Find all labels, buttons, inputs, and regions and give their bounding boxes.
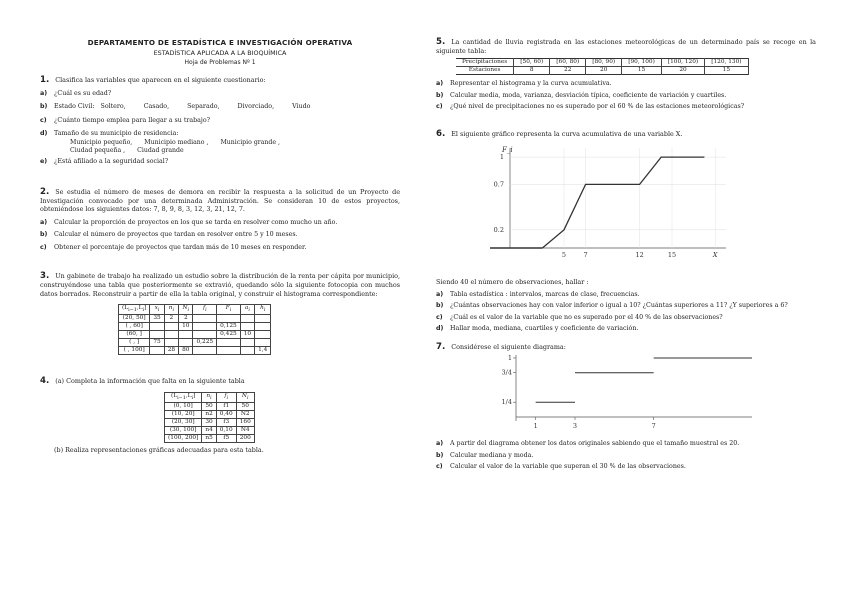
header: [40, 38, 400, 68]
q7-text: Considérese el siguiente diagrama:: [451, 342, 566, 351]
q2-text: Se estudia el número de meses de demora en recibir la respuesta a la solicitud de un Proyecto de Investigación convocado por una determinada Administración. Se consideran 10 de estos proyectos, obteniéndose los siguientes datos: 7, 8, 9, 8, 3, 12, 3, 21, 12, 7.: [40, 188, 400, 214]
q7-number: 7.: [436, 341, 446, 352]
q1-b-label: b): [40, 103, 48, 111]
q1-b-prefix: Estado Civil:: [54, 103, 95, 111]
step-diagram-chart: [436, 351, 756, 437]
table-cell: [164, 323, 178, 331]
table-cell: [255, 315, 271, 323]
table-cell: [120, 130): [705, 59, 748, 67]
table-cell: [193, 331, 217, 339]
table-header: $F_i$: [217, 305, 241, 315]
q1-d-opt: Ciudad pequeña ,: [70, 146, 126, 154]
y-tick-label: 0.2: [493, 226, 504, 235]
y-tick-label: 3/4: [501, 369, 512, 378]
table-cell: (30, 100]: [165, 427, 202, 435]
q3-text: Un gabinete de trabajo ha realizado un estudio sobre la distribución de la renta per cápita por municipio, construyéndose una tabla que posteriormente se extravió, quedando sólo la siguiente fotocopia con muchos datos borrados. Reconstruir a partir de ella la tabla original, y construir el histograma correspondiente:: [40, 272, 400, 298]
table-cell: (10, 20]: [165, 411, 202, 419]
x-tick-label: 7: [583, 251, 588, 260]
table-cell: (0, 10]: [165, 403, 202, 411]
q1-d-text: Tamaño de su municipio de residencia:: [54, 130, 179, 138]
table-cell: [80, 90): [586, 59, 622, 67]
left-column: [40, 38, 400, 455]
q1-b-opt: Soltero,: [100, 103, 126, 111]
q3-table: [118, 304, 271, 355]
table-cell: 0,225: [193, 339, 217, 347]
y-tick-label: 1: [507, 354, 512, 363]
dept-title: DEPARTAMENTO DE ESTADÍSTICA E INVESTIGACIÓN OPERATIVA: [87, 38, 353, 47]
q1-c-text: ¿Cuánto tiempo emplea para llegar a su trabajo?: [54, 116, 211, 124]
table-cell: 50: [202, 403, 216, 411]
x-tick-label: 7: [651, 422, 656, 431]
table-cell: [150, 347, 164, 355]
q4-table: [164, 392, 255, 443]
table-cell: [164, 331, 178, 339]
table-cell: (20, 50]: [119, 315, 150, 323]
question-5: [436, 38, 816, 112]
q5-a-text: Representar el histograma y la curva acumulativa.: [450, 80, 612, 88]
table-cell: 160: [236, 419, 254, 427]
x-tick-label: 1: [533, 422, 538, 431]
q5-b-label: b): [436, 91, 444, 99]
q7-c-text: Calcular el valor de la variable que superan el 30 % de las observaciones.: [450, 463, 686, 471]
subject-title: ESTADÍSTICA APLICADA A LA BIOQUÍMICA: [153, 49, 287, 57]
table-cell: 0,125: [217, 323, 241, 331]
q1-e-label: e): [40, 157, 48, 165]
table-cell: [50, 60): [514, 59, 550, 67]
table-header: $h_i$: [255, 305, 271, 315]
q1-b-opt: Separado,: [187, 103, 220, 111]
q7-c-label: c): [436, 463, 443, 471]
q1-d-opt: Municipio grande ,: [220, 138, 280, 146]
q1-e-text: ¿Está afiliado a la seguridad social?: [54, 157, 169, 165]
cumulative-curve: [542, 157, 704, 248]
table-row: [119, 315, 271, 323]
q6-b-text: ¿Cuántas observaciones hay con valor inferior o igual a 10? ¿Cuántas superiores a 11? ¿Y superiores a 6?: [450, 302, 788, 310]
q2-c-label: c): [40, 243, 47, 251]
table-header: $N_i$: [236, 392, 254, 402]
table-cell: 35: [150, 315, 164, 323]
x-tick-label: 15: [667, 251, 677, 260]
y-axis-label: F_i: [502, 146, 513, 155]
q5-c-text: ¿Qué nivel de precipitaciones no es superado por el 60 % de las estaciones meteorológicas?: [450, 103, 745, 111]
x-tick-label: X: [712, 251, 718, 260]
table-cell: [193, 323, 217, 331]
table-cell: 75: [150, 339, 164, 347]
table-cell: ( , ]: [119, 339, 150, 347]
q1-b-opt: Casado,: [143, 103, 170, 111]
table-cell: ( , 60]: [119, 323, 150, 331]
table-cell: 20: [661, 67, 704, 75]
table-cell: 0,425: [217, 331, 241, 339]
q1-text: Clasifica las variables que aparecen en el siguiente cuestionario:: [55, 76, 266, 84]
table-cell: (20, 30]: [165, 419, 202, 427]
table-cell: 20: [586, 67, 622, 75]
q6-d-label: d): [436, 325, 444, 333]
table-row: [165, 403, 255, 411]
table-cell: [217, 339, 241, 347]
table-header: $N_i$: [179, 305, 193, 315]
table-cell: 15: [705, 67, 748, 75]
table-row: [119, 331, 271, 339]
q1-b-opt: Divorciado,: [237, 103, 275, 111]
table-cell: f1: [216, 403, 236, 411]
table-header-row: [165, 392, 255, 402]
table-header: $(L_{i-1},L_i]$: [165, 392, 202, 402]
q2-c-text: Obtener el porcentaje de proyectos que tardan más de 10 meses en responder.: [54, 243, 307, 251]
q5-b-text: Calcular media, moda, varianza, desviación típica, coeficiente de variación y cuartiles.: [450, 91, 727, 99]
q6-after-text: Siendo 40 el número de observaciones, hallar :: [436, 278, 589, 287]
table-row: [165, 427, 255, 435]
table-cell: [240, 323, 254, 331]
q6-number: 6.: [436, 128, 446, 139]
q2-a-text: Calcular la proporción de proyectos en los que se tarda en resolver como mucho un año.: [54, 218, 338, 226]
table-header-row: [119, 305, 271, 315]
table-cell: [60, 80): [550, 59, 586, 67]
table-cell: N4: [236, 427, 254, 435]
table-cell: [150, 323, 164, 331]
table-cell: [164, 339, 178, 347]
right-column: [436, 38, 816, 472]
q6-c-text: ¿Cuál es el valor de la variable que no es superado por el 40 % de las observaciones?: [450, 313, 723, 321]
table-cell: 2: [164, 315, 178, 323]
table-row: [165, 435, 255, 443]
table-row-label: Estaciones: [456, 67, 514, 75]
table-cell: n4: [202, 427, 216, 435]
q5-text: La cantidad de lluvia registrada en las estaciones meteorológicas de un determinado país se recoge en la siguiente tabla:: [436, 38, 816, 55]
table-cell: [193, 315, 217, 323]
table-row: [165, 419, 255, 427]
q1-d-opt: Ciudad grande: [137, 146, 184, 154]
question-7: [436, 343, 816, 472]
q6-c-label: c): [436, 313, 443, 321]
q6-b-label: b): [436, 302, 444, 310]
table-row: [119, 339, 271, 347]
table-cell: [193, 347, 217, 355]
table-cell: [150, 331, 164, 339]
q7-b-text: Calcular mediana y moda.: [450, 451, 534, 459]
table-cell: 80: [179, 347, 193, 355]
table-cell: [100, 120): [661, 59, 704, 67]
table-cell: f3: [216, 419, 236, 427]
q5-number: 5.: [436, 37, 446, 47]
table-row-label: Precipitaciones: [456, 59, 514, 67]
q1-number: 1.: [40, 75, 50, 85]
q1-d-options: [40, 139, 400, 155]
table-row: [119, 323, 271, 331]
table-cell: [217, 347, 241, 355]
table-cell: 10: [240, 331, 254, 339]
q2-a-label: a): [40, 218, 48, 226]
table-cell: (100, 200]: [165, 435, 202, 443]
table-cell: ( , 100]: [119, 347, 150, 355]
table-row: [456, 59, 748, 67]
table-header: $a_i$: [240, 305, 254, 315]
q4-text: (a) Completa la información que falta en la siguiente tabla: [55, 377, 245, 386]
table-cell: 30: [202, 419, 216, 427]
table-cell: [240, 347, 254, 355]
table-cell: 22: [550, 67, 586, 75]
table-row: [165, 411, 255, 419]
table-header: $(L_{i-1},L_i]$: [119, 305, 150, 315]
question-4: [40, 377, 400, 454]
table-header: $f_i$: [216, 392, 236, 402]
q1-c-label: c): [40, 116, 47, 124]
q7-a-text: A partir del diagrama obtener los datos originales sabiendo que el tamaño muestral es 20.: [450, 440, 740, 448]
q5-c-label: c): [436, 103, 443, 111]
q6-text: El siguiente gráfico representa la curva acumulativa de una variable X.: [451, 129, 683, 138]
table-cell: n5: [202, 435, 216, 443]
table-cell: [179, 331, 193, 339]
table-cell: [255, 323, 271, 331]
table-header: $x_i$: [150, 305, 164, 315]
q2-number: 2.: [40, 187, 50, 198]
table-cell: 0,10: [216, 427, 236, 435]
table-cell: 200: [236, 435, 254, 443]
table-cell: [240, 315, 254, 323]
sheet-title: Hoja de Problemas Nº 1: [184, 59, 256, 66]
table-cell: n2: [202, 411, 216, 419]
table-cell: 8: [514, 67, 550, 75]
q6-a-label: a): [436, 290, 444, 298]
table-cell: 2: [179, 315, 193, 323]
cumulative-curve-chart: [426, 138, 736, 278]
q7-b-label: b): [436, 451, 444, 459]
question-3: [40, 272, 400, 355]
q3-number: 3.: [40, 271, 50, 282]
table-row: [456, 67, 748, 75]
q1-d-opt: Municipio mediano ,: [144, 138, 209, 146]
table-cell: f5: [216, 435, 236, 443]
table-cell: 1,4: [255, 347, 271, 355]
q1-d-opt: Municipio pequeño,: [70, 138, 133, 146]
table-header: $n_i$: [164, 305, 178, 315]
table-cell: 50: [236, 403, 254, 411]
q6-d-text: Hallar moda, mediana, cuartiles y coeficiente de variación.: [450, 325, 639, 333]
y-tick-label: 1/4: [501, 398, 512, 407]
q5-a-label: a): [436, 80, 444, 88]
table-cell: 10: [179, 323, 193, 331]
q7-a-label: a): [436, 440, 444, 448]
q2-b-label: b): [40, 231, 48, 239]
q4-b-text: (b) Realiza representaciones gráficas adecuadas para esta tabla.: [54, 446, 264, 455]
question-2: [40, 188, 400, 252]
y-tick-label: 1: [499, 153, 504, 162]
table-cell: [90, 100): [622, 59, 662, 67]
y-tick-label: 0.7: [493, 180, 504, 189]
table-cell: N2: [236, 411, 254, 419]
table-header: $n_i$: [202, 392, 216, 402]
table-cell: [240, 339, 254, 347]
table-cell: (60, ]: [119, 331, 150, 339]
q6-a-text: Tabla estadística : intervalos, marcas de clase, frecuencias.: [450, 290, 640, 298]
x-tick-label: 12: [635, 251, 644, 260]
table-cell: 15: [622, 67, 662, 75]
q2-b-text: Calcular el número de proyectos que tardan en resolver entre 5 y 10 meses.: [54, 231, 298, 239]
q1-a-label: a): [40, 89, 48, 97]
table-cell: 28: [164, 347, 178, 355]
x-tick-label: 5: [561, 251, 567, 260]
table-cell: [179, 339, 193, 347]
question-6: [436, 130, 816, 334]
table-row: [119, 347, 271, 355]
q4-number: 4.: [40, 376, 50, 387]
table-cell: [255, 331, 271, 339]
table-cell: 0,40: [216, 411, 236, 419]
table-header: $f_i$: [193, 305, 217, 315]
table-cell: [217, 315, 241, 323]
q1-d-label: d): [40, 130, 48, 138]
table-cell: [255, 339, 271, 347]
question-1: [40, 76, 400, 166]
x-tick-label: 3: [572, 422, 578, 431]
q1-b-opt: Viudo: [292, 103, 311, 111]
q1-a-text: ¿Cuál es su edad?: [54, 89, 112, 97]
q5-table: [456, 58, 749, 75]
